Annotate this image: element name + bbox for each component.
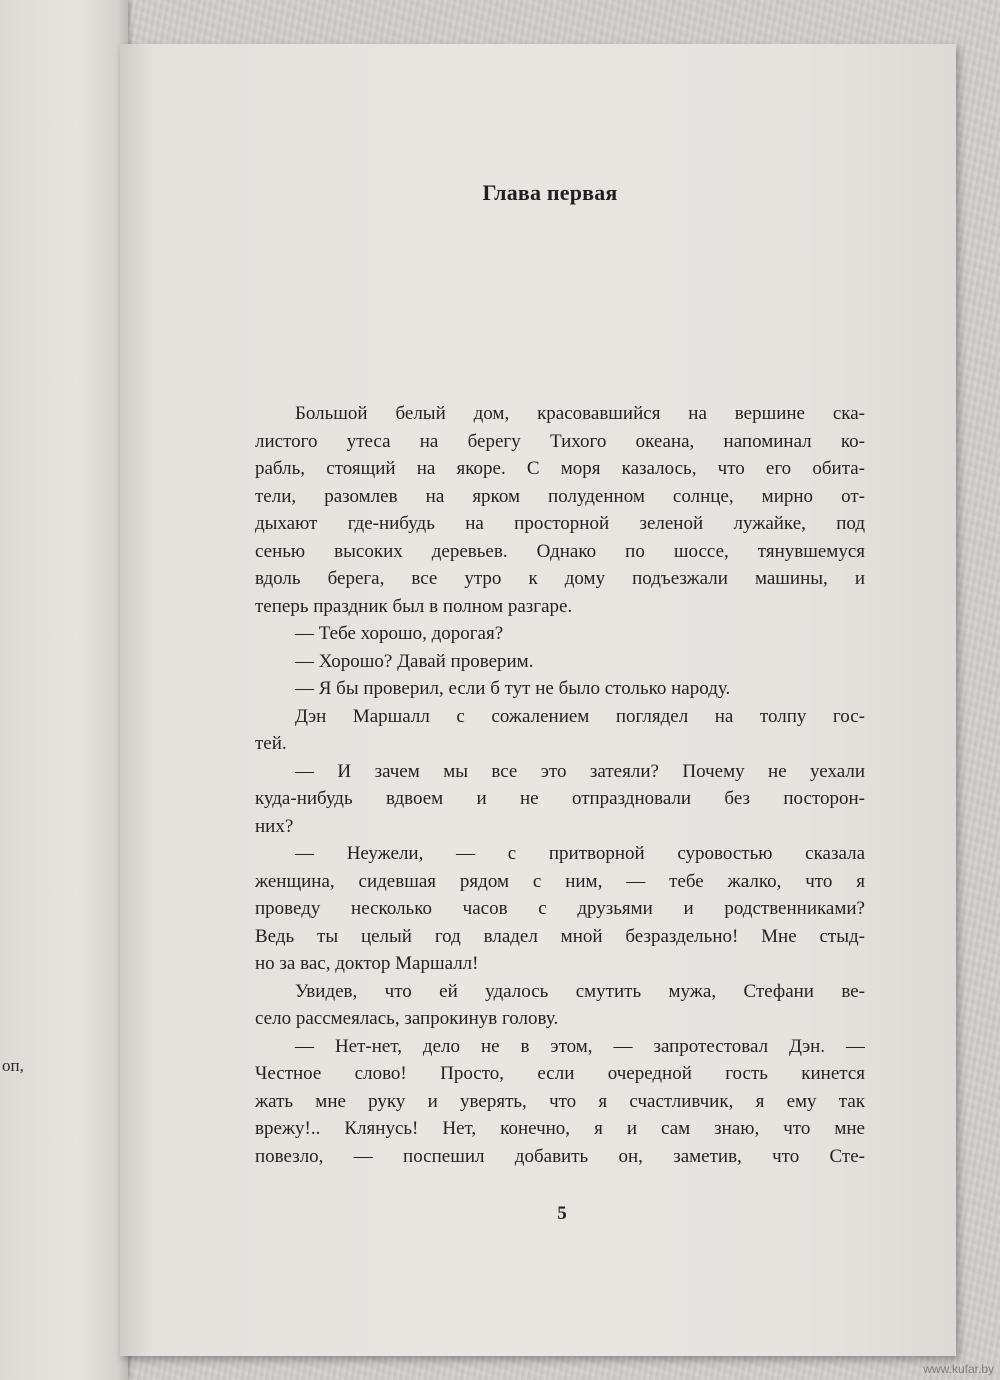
watermark: www.kufar.by: [923, 1362, 994, 1376]
text-line: листого утеса на берегу Тихого океана, напоминал ко-: [255, 430, 865, 452]
text-line: — Тебе хорошо, дорогая?: [295, 623, 504, 644]
text-line: — И зачем мы все это затеяли? Почему не уехали: [295, 760, 865, 782]
text-line: тели, разомлев на ярком полуденном солнце, мирно от-: [255, 485, 865, 507]
chapter-title: Глава первая: [482, 180, 618, 205]
text-line: — Я бы проверил, если б тут не было столько народу.: [295, 678, 731, 699]
text-line: сенью высоких деревьев. Однако по шоссе, тянувшемуся: [255, 540, 865, 562]
text-line: дыхают где-нибудь на просторной зеленой лужайке, под: [255, 513, 865, 534]
text-line: повезло, — поспешил добавить он, заметив, что Сте-: [255, 1145, 865, 1167]
text-line: село рассмеялась, запрокинув голову.: [255, 1008, 559, 1029]
text-line: Честное слово! Просто, если очередной гость кинется: [255, 1063, 865, 1084]
text-line: вдоль берега, все утро к дому подъезжали машины, и: [255, 568, 865, 589]
text-line: Увидев, что ей удалось смутить мужа, Стефани ве-: [295, 980, 865, 1002]
body-text: [255, 400, 865, 1170]
text-line: — Хорошо? Давай проверим.: [295, 650, 534, 672]
text-line: но за вас, доктор Маршалл!: [255, 953, 479, 974]
text-line: женщина, сидевшая рядом с ним, — тебе жалко, что я: [255, 870, 865, 892]
text-line: — Неужели, — с притворной суровостью сказала: [295, 843, 865, 864]
left-page-text-fragment: оп,: [2, 1056, 24, 1075]
text-line: врежу!.. Клянусь! Нет, конечно, я и сам знаю, что мне: [255, 1118, 865, 1139]
page-number: 5: [557, 1203, 567, 1224]
left-page: [0, 0, 128, 1380]
text-line: тей.: [255, 733, 287, 754]
text-line: теперь праздник был в полном разгаре.: [255, 595, 573, 617]
text-line: Ведь ты целый год владел мной безраздельно! Мне стыд-: [255, 925, 865, 947]
text-line: рабль, стоящий на якоре. С моря казалось, что его обита-: [255, 458, 865, 479]
text-line: куда-нибудь вдвоем и не отпраздновали без посторон-: [255, 788, 865, 809]
text-line: жать мне руку и уверять, что я счастливчик, я ему так: [255, 1090, 865, 1112]
text-line: Дэн Маршалл с сожалением поглядел на толпу гос-: [295, 705, 865, 727]
text-line: Большой белый дом, красовавшийся на вершине ска-: [295, 403, 865, 424]
text-line: проведу несколько часов с друзьями и родственниками?: [255, 898, 865, 919]
text-line: — Нет-нет, дело не в этом, — запротестовал Дэн. —: [295, 1035, 865, 1057]
text-line: них?: [255, 815, 294, 837]
